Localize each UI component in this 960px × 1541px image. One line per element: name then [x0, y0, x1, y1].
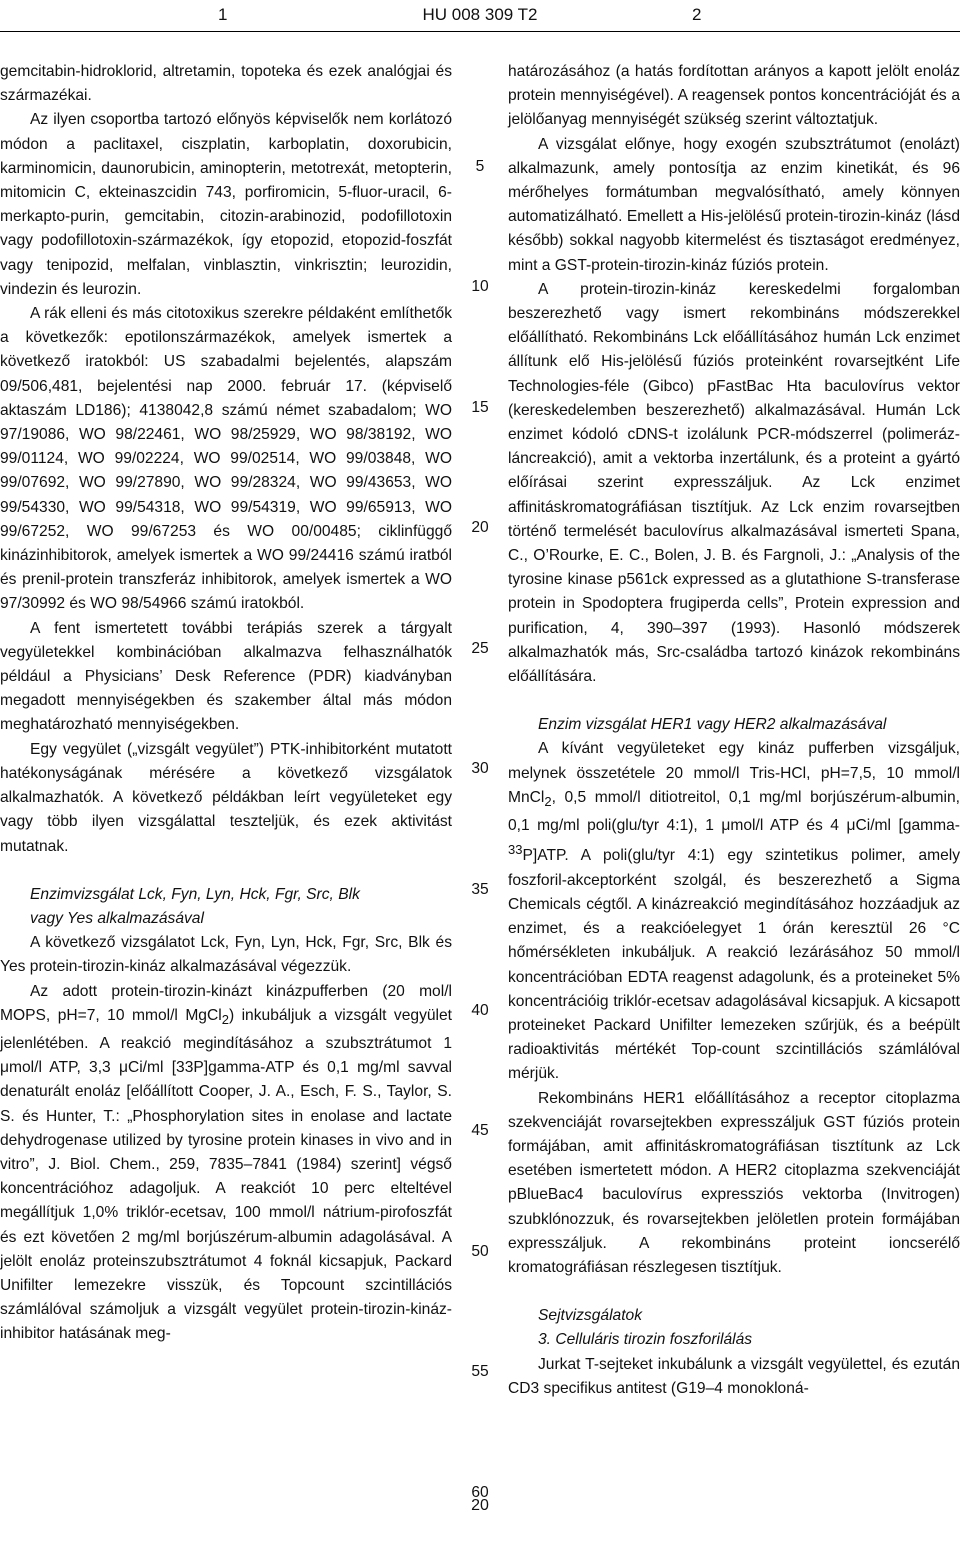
text-run: A kívánt vegyületeket egy kináz pufferben vizsgáljuk, melynek összetétele 20 mmol/l Tris-HCl, pH=7,5, 10 mmol/l MnCl: [508, 740, 960, 806]
paragraph: [508, 737, 960, 1086]
line-number: 35: [471, 881, 489, 898]
left-column: [0, 60, 452, 1347]
paragraph: A fent ismertetett további terápiás szerek a tárgyalt vegyületekkel kombinációban alkalmazva felhasználhatók például a Physicians’ Desk Reference (PDR) kiadványban megadott mennyiségekben és szakember által más módon meghatározható mennyiségekben.: [0, 619, 452, 734]
header-page-left: 1: [218, 5, 228, 24]
text-run: Az adott protein-tirozin-kinázt kinázpufferben (20 mol/l MOPS, pH=7, 10 mmol/l MgCl: [0, 982, 452, 1024]
paragraph: [0, 980, 452, 1347]
line-number: 10: [471, 278, 489, 295]
paragraph: Rekombináns HER1 előállításához a receptor citoplazma szekvenciáját rovarsejtekben expresszáljuk GST fúziós protein formájában, amit affinitáskromatográfiásan tisztítunk az Lck esetében ismertetett módon. A HER2 citoplazma szekvenciáját pBlueBac4 baculovírus expressziós vektorba (Invitrogen) szubklónozzuk, és rovarsejtekben jelöletlen protein formájában expresszáljuk. A rekombináns proteint ioncserélő kromatográfiásan részlegesen tisztítjuk.: [508, 1089, 960, 1277]
text-run: P]ATP. A poli(glu/tyr 4:1) egy szintetikus polimer, amely foszforil-akceptorként szolgál, és beszerezhető a Sigma Chemicals cégtől. A kinázreakció megindításához hozzáadjuk az enzimet, és a reakcióelegyet 1 órán keresztül 26 °C hőmérsékleten inkubáljuk. A reakció lezárásához 50 mmol/l koncentrációban EDTA reagenst adagolunk, és a proteineket 5% koncentrációig triklór-ecetsav adagolásával kicsapjuk. A kicsapott proteineket Packard Unifilter lemezeken szűrjük, és a beépült radioaktivitás mértékét Top-count szcintillációs számlálóval mérjük.: [508, 847, 960, 1083]
superscript: 33: [508, 842, 523, 858]
text-run: , 0,5 mmol/l ditiotreitol, 0,1 mg/ml borjúszérum-albumin, 0,1 mg/ml poli(glu/tyr 4:1), 1 μmol/l ATP és 4 μCi/ml [gamma-: [508, 788, 960, 835]
paragraph: határozásához (a hatás fordítottan arányos a kapott jelölt enoláz protein mennyiségével). A reagensek pontos koncentrációját és a jelölőanyag mennyiségét szükség szerint változtatjuk.: [508, 63, 960, 129]
line-number: 50: [471, 1243, 489, 1260]
right-column: [508, 60, 960, 1401]
header-document-id: HU 008 309 T2: [422, 5, 538, 24]
line-number: 55: [471, 1363, 489, 1380]
line-number: 30: [471, 760, 489, 777]
paragraph: A vizsgálat előnye, hogy exogén szubsztrátumot (enolázt) alkalmazunk, amely pontosítja az enzim kinetikát, és 96 mérőhelyes formátumban megvalósítható, amely könnyen automatizálható. Emellett a His-jelölésű protein-tirozin-kináz (lásd később) sokkal nagyobb kitermelést és tisztaságot eredményez, mint a GST-protein-tirozin-kináz fúziós protein.: [508, 135, 960, 274]
paragraph: Jurkat T-sejteket inkubálunk a vizsgált vegyülettel, és ezután CD3 specifikus antitest (G19–4 monokloná-: [508, 1355, 960, 1397]
paragraph: A következő vizsgálatot Lck, Fyn, Lyn, Hck, Fgr, Src, Blk és Yes protein-tirozin-kináz alkalmazásával végezzük.: [0, 934, 452, 976]
line-number: 5: [475, 158, 485, 175]
section-heading-continued: vagy Yes alkalmazásával: [30, 909, 204, 927]
line-number: 40: [471, 1002, 489, 1019]
section-heading: Enzim vizsgálat HER1 vagy HER2 alkalmazásával: [538, 716, 887, 734]
paragraph: A rák elleni és más citotoxikus szerekre példaként említhetők a következők: epotilonszármazékok, amelyek ismertek a következő iratokból: US szabadalmi bejelentés, alapszám 09/506,481, bejelentési nap 2000. február 17. (képviselő aktaszám LD186); 4138042,8 számú német szabadalom; WO 97/19086, WO 98/22461, WO 98/25929, WO 98/38192, WO 99/01124, WO 99/02224, WO 99/02514, WO 99/03848, WO 99/07692, WO 99/27890, WO 99/28324, WO 99/43653, WO 99/54330, WO 99/54318, WO 99/54319, WO 99/65913, WO 99/67252, WO 99/67253 és WO 00/00485; ciklinfüggő kinázinhibitorok, amelyek ismertek a WO 99/24416 számú iratból és prenil-protein transzferáz inhibitorok, amelyek ismertek a WO 97/30992 és WO 98/54966 számú iratokból.: [0, 305, 452, 613]
line-number: 45: [471, 1122, 489, 1139]
paragraph: gemcitabin-hidroklorid, altretamin, topoteka és ezek analógjai és származékai.: [0, 63, 452, 105]
section-heading: Enzimvizsgálat Lck, Fyn, Lyn, Hck, Fgr, Src, Blk: [30, 885, 360, 903]
line-number: 25: [471, 640, 489, 657]
header-page-right: 2: [692, 5, 702, 24]
subsection-heading: 3. Celluláris tirozin foszforilálás: [538, 1331, 753, 1349]
text-run: ) inkubáljuk a vizsgált vegyület jelenlétében. A reakció megindításához a szubsztrátumot 1 μmol/l ATP, 3,3 μCi/ml [33P]gamma-ATP és 0,1 mg/ml savval denaturált enoláz [előállított Cooper, J. A., Esch, F. S., Taylor, S. S. és Hunter, T.: „Phosphorylation sites in enolase and lactate dehydrogenase utilized by tyrosine protein kinases in vivo and in vitro”, J. Biol. Chem., 259, 7835–7841 (1984) szerint] végső koncentrációhoz adagoljuk. A reakciót 10 perc elteltével megállítjuk 1,0% triklór-ecetsav, 100 mmol/l nátrium-pirofoszfát és ezt követően 2 mg/ml borjúszérum-albumin adagolásával. A jelölt enoláz proteinszubsztrátumot 4 foknál kicsapjuk, Packard Unifilter lemezekre visszük, és Topcount szcintillációs számlálóval számoljuk a vizsgált vegyület protein-tirozin-kináz-inhibitor hatásának meg-: [0, 1006, 453, 1343]
line-number: 60: [471, 1484, 489, 1501]
subscript: 2: [221, 1011, 229, 1027]
section-heading: Sejtvizsgálatok: [538, 1307, 643, 1325]
line-numbers: [462, 0, 498, 1541]
paragraph: A protein-tirozin-kináz kereskedelmi forgalomban beszerezhető vagy ismert rekombináns módszerekkel előállítható. Rekombináns Lck előállításához humán Lck enzimet állítunk elő His-jelölésű fúziós proteinként rovarsejtként Life Technologies-féle (Gibco) pFastBac Hta baculovírus vektor (kereskedelemben beszerezhető) alkalmazásával. Humán Lck enzimet kódoló cDNS-t izolálunk PCR-módszerrel (polimeráz-láncreakció), amit a vektorba inzertálunk, és a proteint a gyártó előírásai szerint expresszáljuk. Az Lck enzimet affinitáskromatográfiásan tisztítjuk. Az Lck enzim rovarsejtben történő termelését baculovírus alkalmazásával ismerteti Spana, C., O’Rourke, E. C., Bolen, J. B. és Fargnoli, J.: „Analysis of the tyrosine kinase p561ck expressed as a glutathione S-transferase protein in Spodoptera frugiperda cells”, Protein expression and purification, 4, 390–397 (1993). Hasonló módszerek alkalmazhatók más, Src-családba tartozó kinázok rekombináns előállítására.: [508, 280, 960, 686]
line-number: 15: [471, 399, 489, 416]
paragraph: Egy vegyület („vizsgált vegyület”) PTK-inhibitorként mutatott hatékonyságának mérésére a következő vizsgálatok alkalmazhatók. A következő példákban leírt vegyületeket egy vagy több ilyen vizsgálattal teszteljük, és ezek aktivitást mutatnak.: [0, 740, 452, 855]
subscript: 2: [544, 794, 552, 809]
paragraph: Az ilyen csoportba tartozó előnyös képviselők nem korlátozó módon a paclitaxel, ciszplatin, karboplatin, doxorubicin, karminomicin, daunorubicin, aminopterin, metotrexát, metopterin, mitomicin C, ekteinaszcidin 743, porfiromicin, 5-fluor-uracil, 6-merkapto-purin, gemcitabin, citozin-arabinozid, podofillotoxin vagy podofillotoxin-származékok, így etopozid, etopozid-foszfát vagy tenipozid, melfalan, vinblasztin, vinkrisztin; leurozidin, vindezin és leurozin.: [0, 111, 452, 298]
line-number: 20: [471, 519, 489, 536]
page-number: 20: [471, 1497, 489, 1514]
